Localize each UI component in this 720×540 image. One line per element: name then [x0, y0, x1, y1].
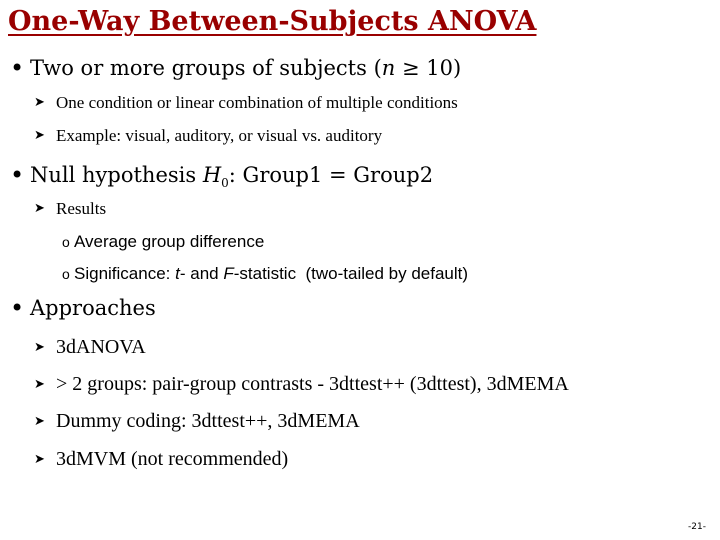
bullet-groups-text: Two or more groups of subjects (n ≥ 10) [30, 56, 462, 80]
sub-bullet-condition-text: One condition or linear combination of multiple conditions [56, 93, 458, 112]
bullet-dot-icon: • [10, 294, 25, 322]
bullet-null-hypothesis-text: Null hypothesis $H_0$: Group1 = Group2 [30, 163, 434, 191]
slide-title: One-Way Between-Subjects ANOVA [8, 6, 537, 37]
item-average-difference-text: Average group difference [74, 232, 265, 251]
arrow-bullet-icon: ➤ [34, 95, 45, 110]
arrow-bullet-icon: ➤ [34, 414, 45, 429]
page-number: -21- [688, 522, 706, 532]
arrow-bullet-icon: ➤ [34, 452, 45, 467]
arrow-bullet-icon: ➤ [34, 340, 45, 355]
sub-bullet-example-text: Example: visual, auditory, or visual vs. auditory [56, 126, 383, 145]
sub-bullet-3dmvm-text: 3dMVM (not recommended) [56, 448, 289, 470]
bullet-approaches-text: Approaches [30, 296, 156, 320]
arrow-bullet-icon: ➤ [34, 201, 45, 216]
sub-bullet-pair-group-text: > 2 groups: pair-group contrasts - 3dttest++ (3dttest), 3dMEMA [56, 373, 569, 395]
bullet-dot-icon: • [10, 54, 25, 82]
sub-bullet-3danova-text: 3dANOVA [56, 336, 146, 358]
arrow-bullet-icon: ➤ [34, 128, 45, 143]
sub-bullet-dummy-coding-text: Dummy coding: 3dttest++, 3dMEMA [56, 410, 360, 432]
circle-bullet-icon: o [62, 266, 70, 282]
sub-bullet-results-text: Results [56, 199, 107, 218]
arrow-bullet-icon: ➤ [34, 377, 45, 392]
bullet-dot-icon: • [10, 161, 25, 189]
item-significance-text: Significance: t- and F-statistic (two-tailed by default) [74, 264, 469, 283]
circle-bullet-icon: o [62, 234, 70, 250]
